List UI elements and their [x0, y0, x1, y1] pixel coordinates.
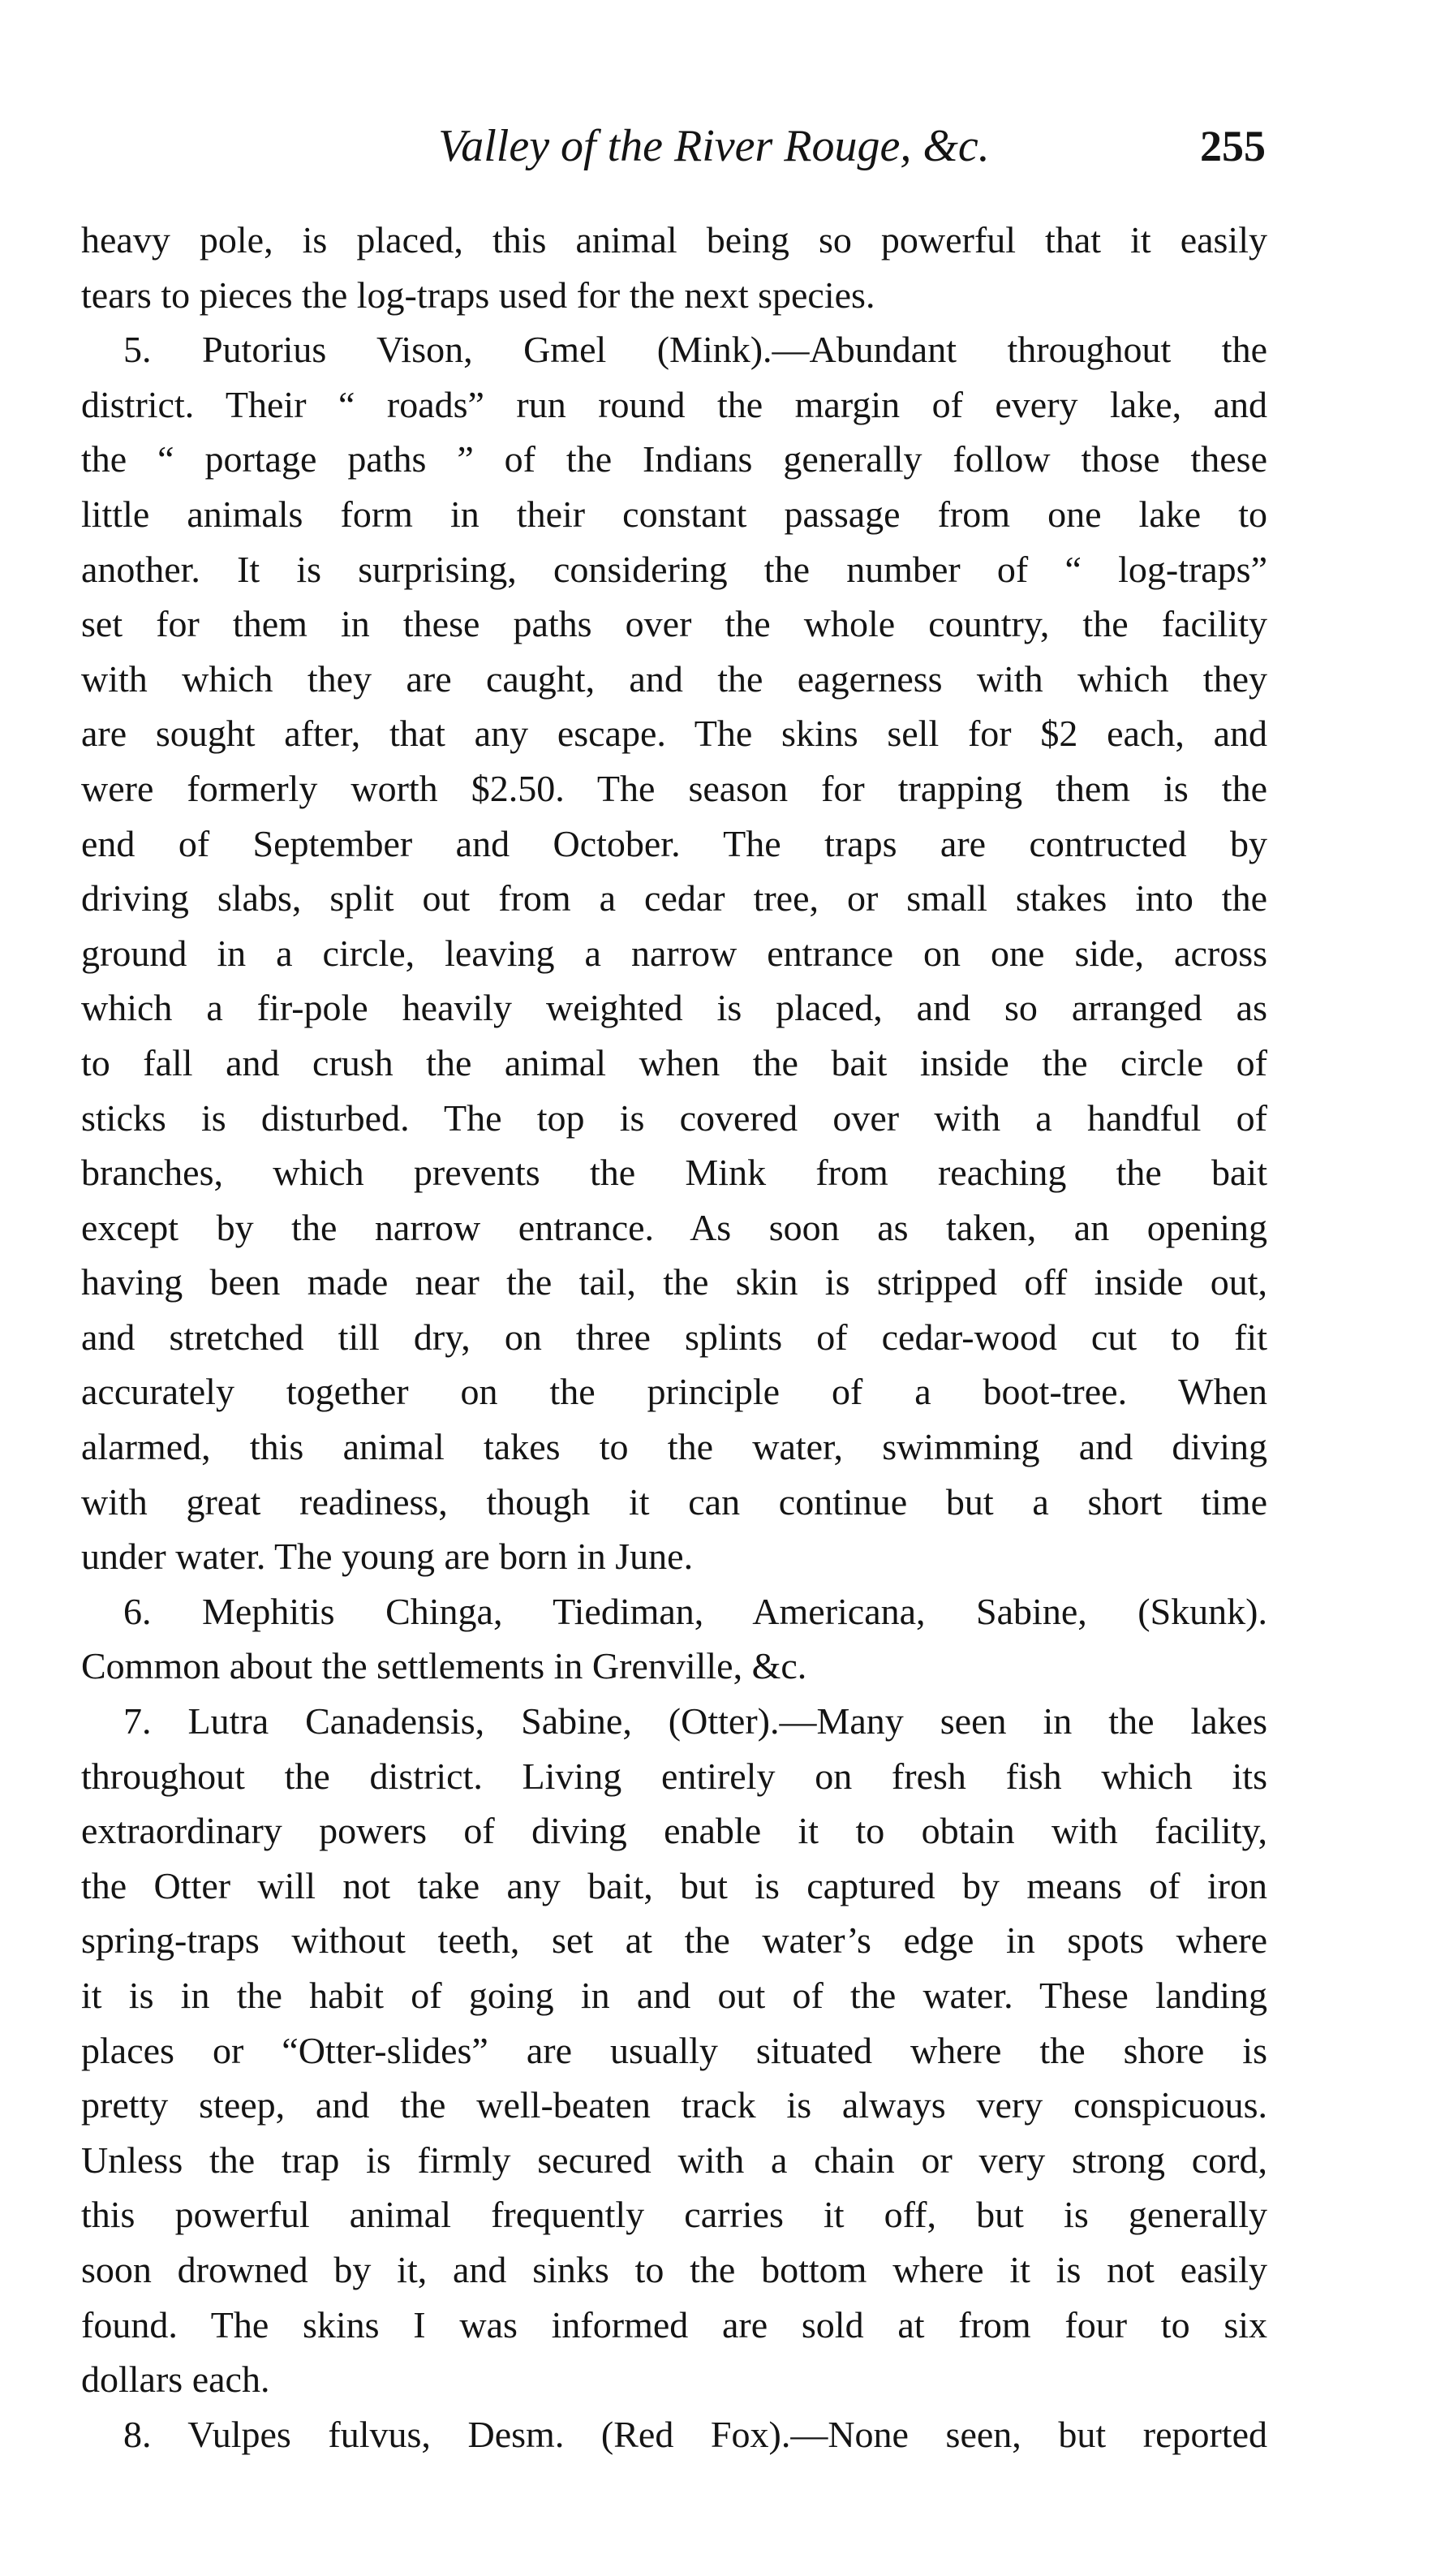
text-line: places or “Otter-slides” are usually situated where the shore is	[81, 2029, 1267, 2071]
text-line: end of September and October. The traps are contructed by	[81, 822, 1267, 864]
text-line: the “ portage paths ” of the Indians generally follow those these	[81, 438, 1267, 480]
text-line: throughout the district. Living entirely on fresh fish which its	[81, 1755, 1267, 1797]
text-line: pretty steep, and the well-beaten track is always very conspicuous.	[81, 2084, 1267, 2126]
text-line: tears to pieces the log-traps used for the next species.	[81, 274, 875, 316]
text-line: 7. Lutra Canadensis, Sabine, (Otter).—Many seen in the lakes	[123, 1700, 1267, 1742]
text-line: having been made near the tail, the skin is stripped off inside out,	[81, 1261, 1267, 1303]
text-line: with which they are caught, and the eagerness with which they	[81, 657, 1267, 700]
text-line: to fall and crush the animal when the bait inside the circle of	[81, 1041, 1267, 1083]
page-number: 255	[1200, 122, 1266, 170]
running-title: Valley of the River Rouge, &c.	[438, 121, 990, 171]
text-line: branches, which prevents the Mink from reaching the bait	[81, 1152, 1267, 1194]
text-line: and stretched till dry, on three splints of cedar-wood cut to fit	[81, 1316, 1267, 1358]
text-line: it is in the habit of going in and out of the water. These landing	[81, 1975, 1267, 2016]
text-line: dollars each.	[81, 2358, 270, 2401]
text-line: 5. Putorius Vison, Gmel (Mink).—Abundant throughout the	[123, 329, 1267, 371]
text-line: spring-traps without teeth, set at the water’s edge in spots where	[81, 1919, 1267, 1962]
text-line: driving slabs, split out from a cedar tree, or small stakes into the	[81, 877, 1267, 920]
body-text	[81, 213, 1267, 2462]
text-line: accurately together on the principle of a boot-tree. When	[81, 1371, 1267, 1413]
text-line: heavy pole, is placed, this animal being so powerful that it easily	[81, 219, 1267, 261]
text-line: extraordinary powers of diving enable it to obtain with facility,	[81, 1810, 1267, 1852]
text-line: under water. The young are born in June.	[81, 1536, 694, 1578]
text-line: set for them in these paths over the whole country, the facility	[81, 603, 1267, 645]
text-line: Unless the trap is firmly secured with a chain or very strong cord,	[81, 2139, 1267, 2181]
text-line: 8. Vulpes fulvus, Desm. (Red Fox).—None seen, but reported	[123, 2413, 1267, 2455]
text-line: except by the narrow entrance. As soon as taken, an opening	[81, 1206, 1267, 1248]
text-line: little animals form in their constant passage from one lake to	[81, 493, 1267, 535]
text-line: this powerful animal frequently carries it off, but is generally	[81, 2194, 1267, 2236]
text-line: with great readiness, though it can continue but a short time	[81, 1480, 1267, 1523]
text-line: soon drowned by it, and sinks to the bottom where it is not easily	[81, 2248, 1267, 2290]
text-line: district. Their “ roads” run round the margin of every lake, and	[81, 383, 1267, 425]
text-line: another. It is surprising, considering the number of “ log-traps”	[81, 548, 1267, 590]
text-line: ground in a circle, leaving a narrow entrance on one side, across	[81, 932, 1267, 974]
text-line: sticks is disturbed. The top is covered over with a handful of	[81, 1096, 1267, 1139]
text-line: 6. Mephitis Chinga, Tiediman, Americana, Sabine, (Skunk).	[123, 1590, 1267, 1632]
text-line: are sought after, that any escape. The skins sell for $2 each, and	[81, 713, 1267, 755]
text-line: found. The skins I was informed are sold at from four to six	[81, 2303, 1267, 2346]
text-line: were formerly worth $2.50. The season for trapping them is the	[81, 767, 1267, 809]
text-line: the Otter will not take any bait, but is captured by means of iron	[81, 1864, 1267, 1906]
text-line: alarmed, this animal takes to the water, swimming and diving	[81, 1426, 1267, 1468]
text-line: which a fir-pole heavily weighted is placed, and so arranged as	[81, 987, 1267, 1029]
running-head	[81, 114, 1266, 179]
text-line: Common about the settlements in Grenville, &c.	[81, 1645, 807, 1687]
